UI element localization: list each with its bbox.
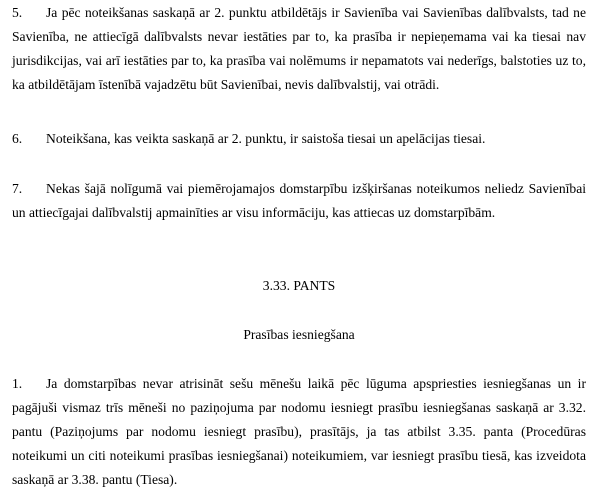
paragraph-7 bbox=[12, 177, 586, 225]
article-title: Prasības iesniegšana bbox=[243, 327, 355, 342]
paragraph-number: 5. bbox=[12, 5, 23, 20]
article-heading: 3.33. PANTS bbox=[262, 278, 336, 293]
paragraph-number: 7. bbox=[12, 181, 23, 196]
paragraph-number: 1. bbox=[12, 376, 23, 391]
paragraph-text: Ja domstarpības nevar atrisināt sešu mēnešu laikā pēc lūguma apspriesties iesniegšanas un ir pagājuši vismaz trīs mēneši no paziņojuma par nodomu iesniegt prasību iesniegšanas saskaņā ar 3.32. pantu (Paziņojums par nodomu iesniegt prasību), prasītājs, ja tas atbilst 3.35. panta (Procedūras noteikumi un citi noteikumi prasības iesniegšanai) noteikumiem, var iesniegt prasību tiesā, kas izveidota saskaņā ar 3.38. pantu (Tiesa). bbox=[12, 376, 586, 487]
paragraph-text: Ja pēc noteikšanas saskaņā ar 2. punktu atbildētājs ir Savienība vai Savienības dalībvalsts, tad ne Savienība, ne attiecīgā dalībvalsts nevar iestāties par to, ka prasība ir nepieņemama vai ka tiesai nav jurisdikcijas, vai arī iestāties par to, ka prasība vai nolēmums ir nepamatots vai nederīgs, balstoties uz to, ka atbildētājam īstenībā vajadzētu būt Savienībai, nevis dalībvalstij, vai otrādi. bbox=[12, 5, 586, 92]
paragraph-text: Noteikšana, kas veikta saskaņā ar 2. punktu, ir saistoša tiesai un apelācijas tiesai. bbox=[46, 131, 486, 146]
article-paragraph-1 bbox=[12, 372, 586, 492]
paragraph-6 bbox=[12, 127, 586, 151]
paragraph-text: Nekas šajā nolīgumā vai piemērojamajos domstarpību izšķiršanas noteikumos neliedz Savienībai un attiecīgajai dalībvalstij apmainīties ar visu informāciju, kas attiecas uz domstarpībām. bbox=[12, 181, 586, 220]
paragraph-5 bbox=[12, 1, 586, 97]
paragraph-number: 6. bbox=[12, 131, 23, 146]
